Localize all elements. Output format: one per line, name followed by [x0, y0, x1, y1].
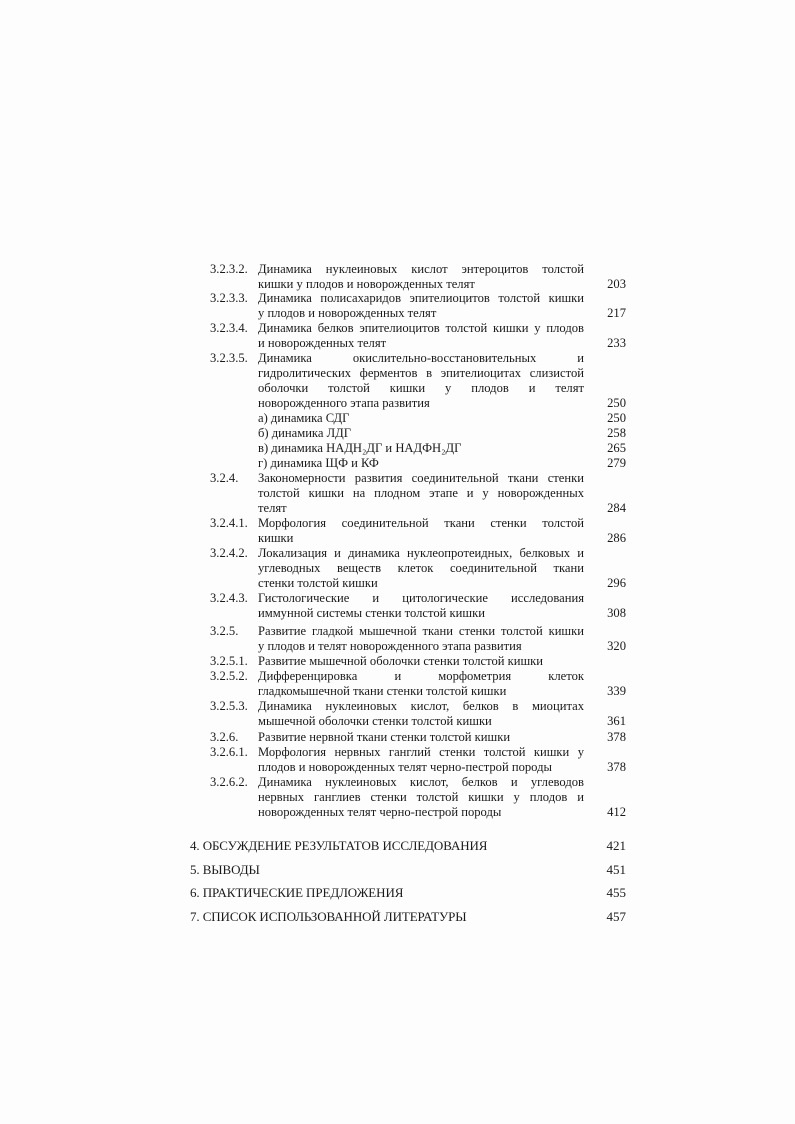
title-line: телят — [258, 501, 287, 515]
title-line: г) динамика ЩФ и КФ — [258, 456, 379, 470]
page-number: 250 — [607, 411, 626, 425]
section-title — [258, 669, 584, 699]
section-title — [258, 654, 584, 669]
section-title — [258, 321, 584, 351]
title-line: Дифференцировка и морфометрия клеток — [258, 669, 584, 683]
title-line: Развитие нервной ткани стенки толстой кишки — [258, 730, 511, 744]
main-section-title: 6. ПРАКТИЧЕСКИЕ ПРЕДЛОЖЕНИЯ — [190, 885, 404, 900]
title-line: гидролитических ферментов в эпителиоцитах слизистой — [258, 366, 584, 380]
section-number: 3.2.5.3. — [210, 699, 248, 713]
page-number: 250 — [607, 396, 626, 410]
title-line: б) динамика ЛДГ — [258, 426, 352, 440]
section-number: 3.2.5. — [210, 624, 239, 638]
title-line: Локализация и динамика нуклеопротеидных, белковых и — [258, 546, 584, 560]
section-title — [258, 262, 584, 292]
title-line: иммунной системы стенки толстой кишки — [258, 606, 485, 620]
section-title — [258, 745, 584, 775]
section-number: 3.2.5.1. — [210, 654, 248, 668]
page-number: 308 — [607, 606, 626, 620]
section-number: 3.2.6.1. — [210, 745, 248, 759]
section-number: 3.2.4.3. — [210, 591, 248, 605]
page-number: 412 — [607, 805, 626, 819]
main-section-title: 7. СПИСОК ИСПОЛЬЗОВАННОЙ ЛИТЕРАТУРЫ — [190, 909, 467, 924]
section-number: 3.2.6.2. — [210, 775, 248, 789]
section-number: 3.2.3.3. — [210, 291, 248, 305]
title-line: углеводных веществ клеток соединительной ткани — [258, 561, 584, 575]
title-line: Развитие мышечной оболочки стенки толстой кишки — [258, 654, 544, 668]
page-number: 421 — [606, 838, 626, 853]
section-number: 3.2.3.4. — [210, 321, 248, 335]
page-number: 455 — [606, 885, 626, 900]
title-line: Динамика нуклеиновых кислот энтероцитов толстой — [258, 262, 584, 276]
page-number: 217 — [607, 306, 626, 320]
section-title — [258, 516, 584, 546]
page-number: 286 — [607, 531, 626, 545]
title-line: а) динамика СДГ — [258, 411, 350, 425]
title-line: кишки у плодов и новорожденных телят — [258, 277, 475, 291]
section-title — [258, 351, 584, 411]
title-line: толстой кишки на плодном этапе и у новорожденных — [258, 486, 584, 500]
page-number: 279 — [607, 456, 626, 470]
page-number: 320 — [607, 639, 626, 653]
title-line: оболочки толстой кишки у плодов и телят — [258, 381, 584, 395]
page-number: 378 — [607, 760, 626, 774]
section-title — [258, 411, 584, 426]
section-title — [258, 730, 584, 745]
title-line: мышечной оболочки стенки толстой кишки — [258, 714, 492, 728]
section-number: 3.2.4.1. — [210, 516, 248, 530]
title-line: нервных ганглиев стенки толстой кишки у плодов и — [258, 790, 584, 804]
title-line: и новорожденных телят — [258, 336, 387, 350]
section-number: 3.2.6. — [210, 730, 239, 744]
title-line: плодов и новорожденных телят черно-пестрой породы — [258, 760, 552, 774]
section-title — [258, 426, 584, 441]
title-line: у плодов и телят новорожденного этапа развития — [258, 639, 522, 653]
section-title — [258, 291, 584, 321]
title-line: Динамика белков эпителиоцитов толстой кишки у плодов — [258, 321, 584, 335]
page-number: 203 — [607, 277, 626, 291]
section-number: 3.2.4. — [210, 471, 239, 485]
page-number: 233 — [607, 336, 626, 350]
section-title — [258, 456, 584, 471]
section-title — [258, 441, 584, 456]
section-title — [258, 591, 584, 621]
title-line: Морфология соединительной ткани стенки толстой — [258, 516, 584, 530]
title-line: Динамика нуклеиновых кислот, белков в миоцитах — [258, 699, 584, 713]
page-number: 457 — [606, 909, 626, 924]
title-line: Развитие гладкой мышечной ткани стенки толстой кишки — [258, 624, 584, 638]
section-number: 3.2.3.2. — [210, 262, 248, 276]
page-number: 284 — [607, 501, 626, 515]
page-number: 378 — [607, 730, 626, 744]
section-number: 3.2.3.5. — [210, 351, 248, 365]
page-number: 451 — [606, 862, 626, 877]
section-title — [258, 471, 584, 516]
title-line: новорожденных телят черно-пестрой породы — [258, 805, 502, 819]
title-line: Морфология нервных ганглий стенки толстой кишки у — [258, 745, 584, 759]
section-number: 3.2.5.2. — [210, 669, 248, 683]
section-title — [258, 624, 584, 654]
section-title — [258, 546, 584, 591]
page-number: 258 — [607, 426, 626, 440]
title-line: Динамика полисахаридов эпителиоцитов толстой кишки — [258, 291, 584, 305]
page-number: 296 — [607, 576, 626, 590]
title-line: Закономерности развития соединительной ткани стенки — [258, 471, 584, 485]
section-number: 3.2.4.2. — [210, 546, 248, 560]
title-line: гладкомышечной ткани стенки толстой кишки — [258, 684, 507, 698]
title-line: у плодов и новорожденных телят — [258, 306, 437, 320]
page-number: 361 — [607, 714, 626, 728]
title-line: стенки толстой кишки — [258, 576, 378, 590]
title-line: Динамика нуклеиновых кислот, белков и углеводов — [258, 775, 584, 789]
main-section-title: 4. ОБСУЖДЕНИЕ РЕЗУЛЬТАТОВ ИССЛЕДОВАНИЯ — [190, 838, 488, 853]
title-line: новорожденного этапа развития — [258, 396, 430, 410]
page-number: 265 — [607, 441, 626, 455]
title-line: Гистологические и цитологические исследования — [258, 591, 584, 605]
section-title — [258, 775, 584, 820]
main-section-title: 5. ВЫВОДЫ — [190, 862, 260, 877]
title-line: в) динамика НАДН₂ДГ и НАДФН₂ДГ — [258, 441, 462, 455]
page-number: 339 — [607, 684, 626, 698]
title-line: кишки — [258, 531, 294, 545]
section-title — [258, 699, 584, 729]
title-line: Динамика окислительно-восстановительных и — [258, 351, 584, 365]
